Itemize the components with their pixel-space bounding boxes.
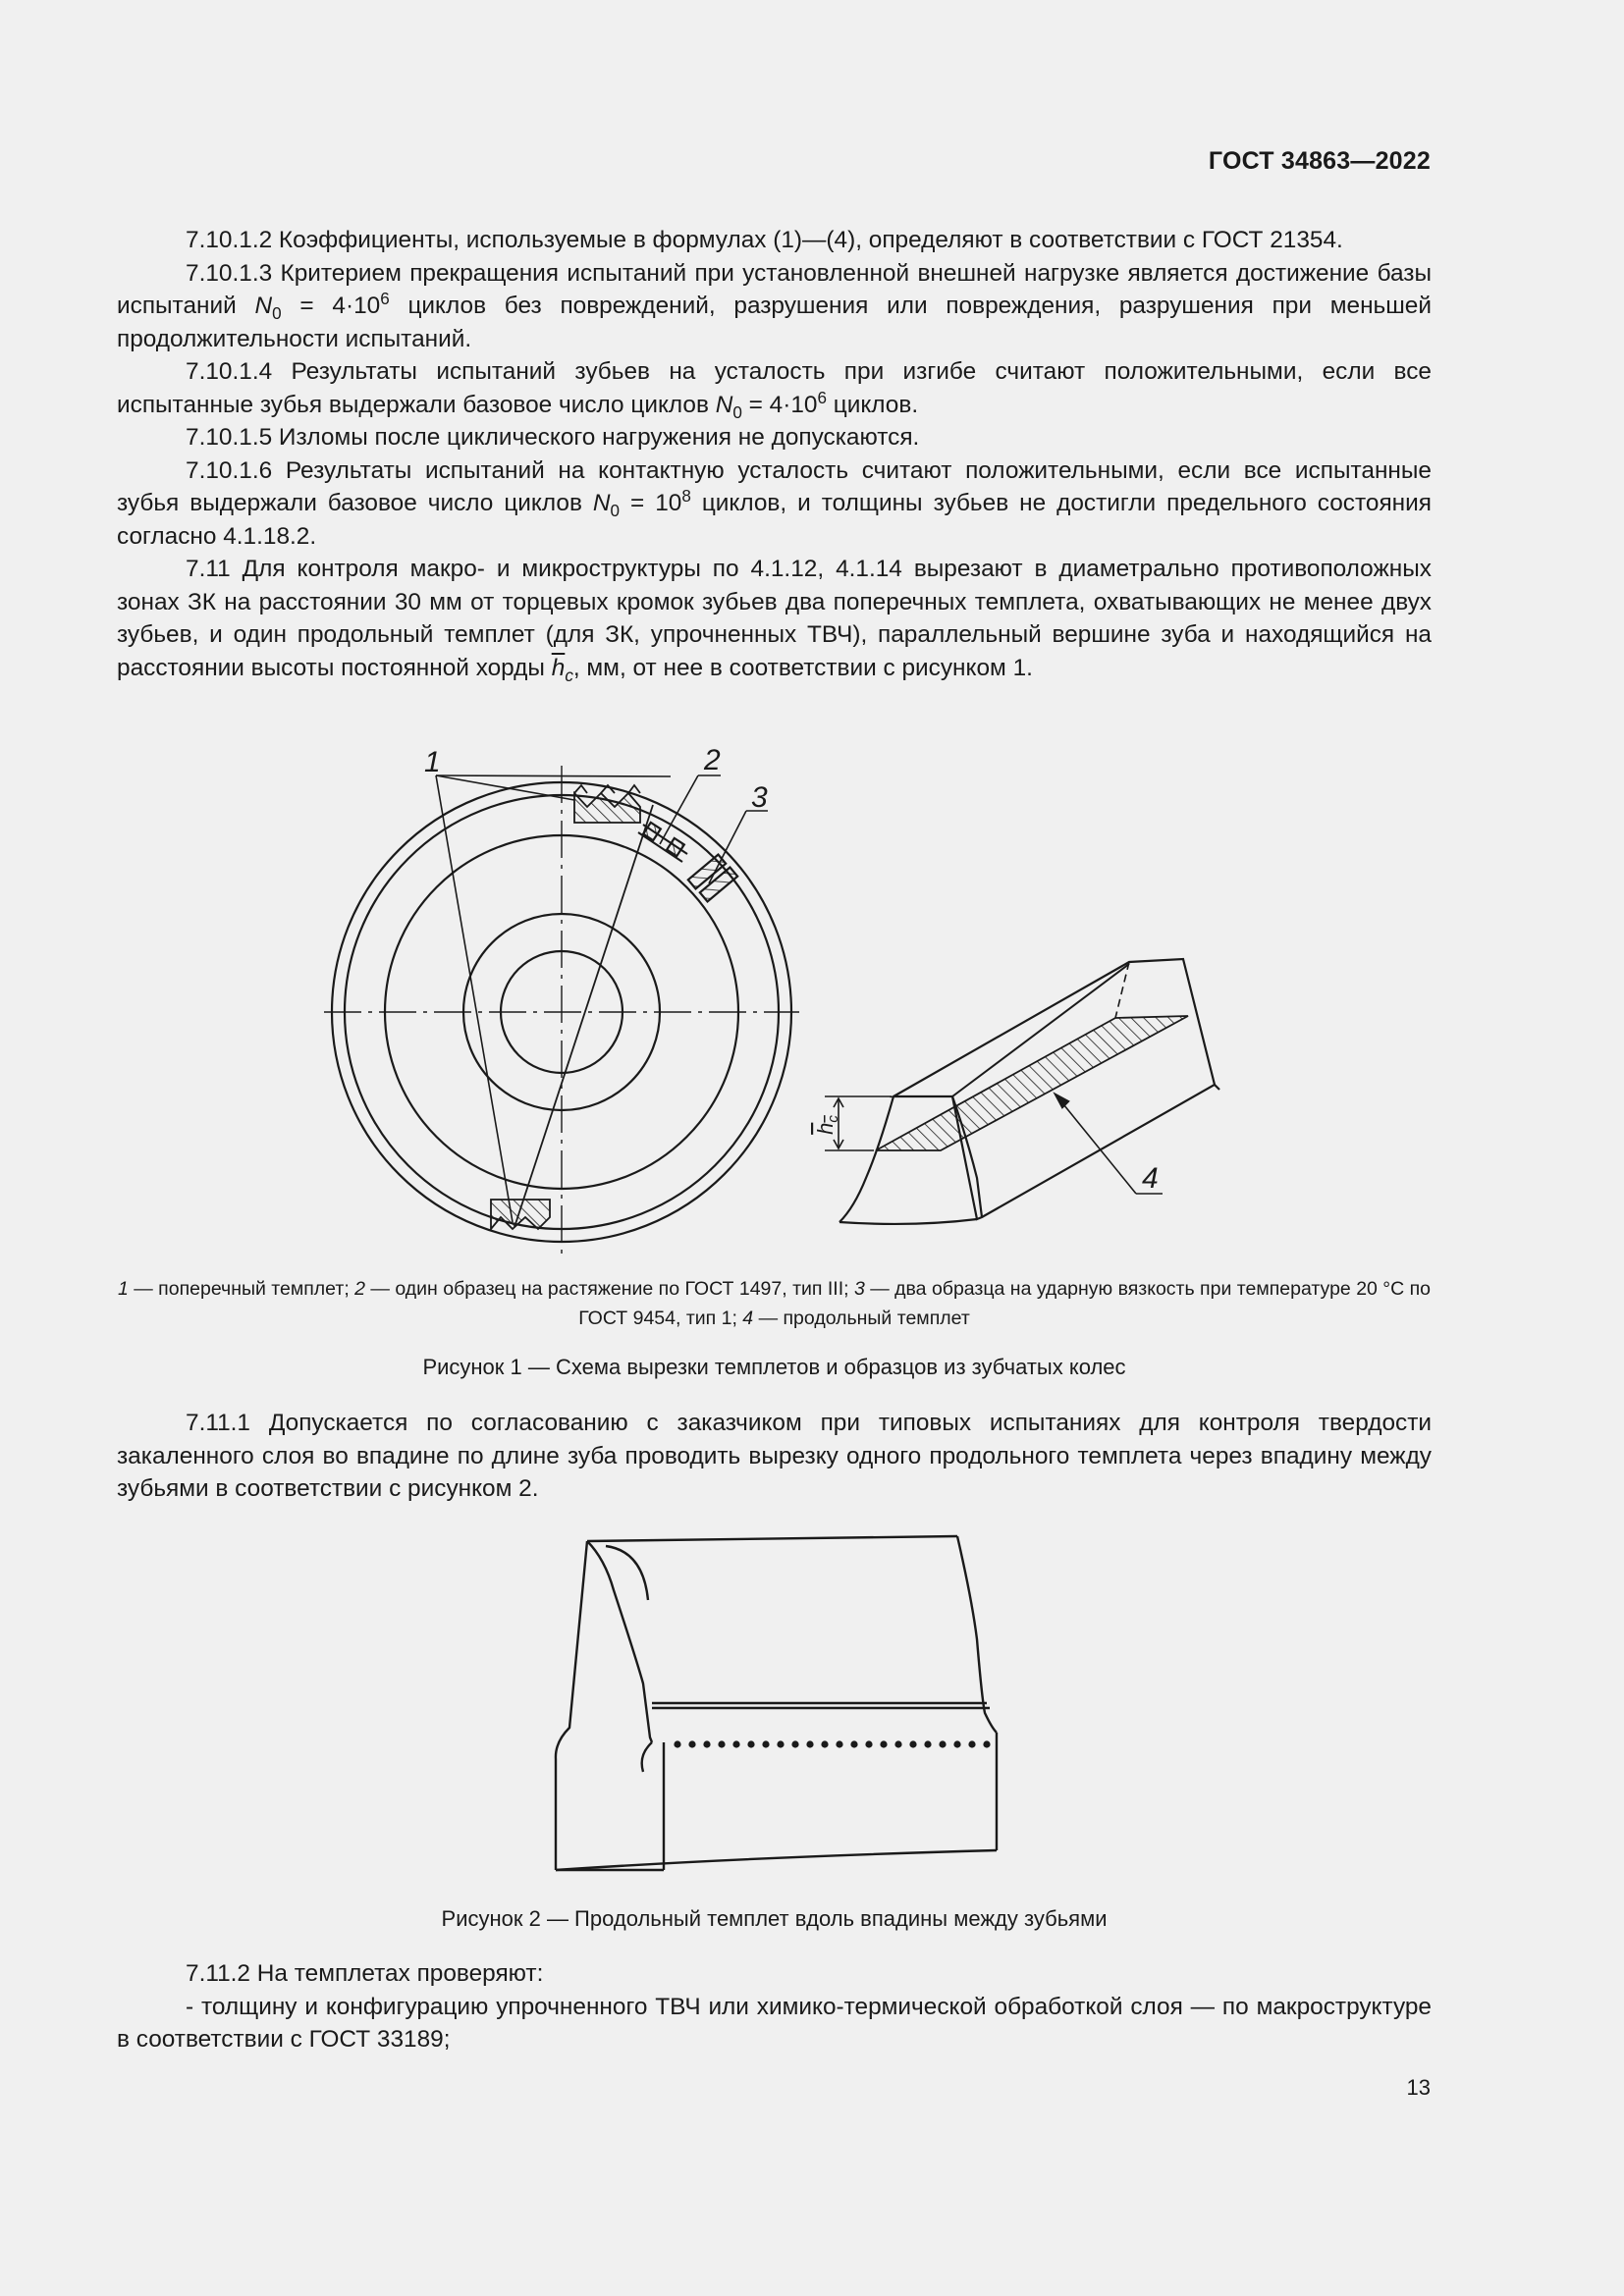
para-7-10-1-2: 7.10.1.2 Коэффициенты, используемые в формулах (1)—(4), определяют в соответствии с ГОСТ 21354. bbox=[186, 227, 1343, 253]
figure-1-labels bbox=[424, 744, 1159, 1195]
label-2: 2 bbox=[704, 744, 721, 776]
para-7-11-2: 7.11.2 На темплетах проверяют: bbox=[186, 1960, 544, 1987]
document-code-header: ГОСТ 34863—2022 bbox=[1208, 147, 1431, 175]
page-number: 13 bbox=[1406, 2075, 1431, 2100]
label-1: 1 bbox=[424, 746, 441, 778]
para-7-10-1-6: 7.10.1.6 Результаты испытаний на контактную усталость считают положительными, если все испытанные зубья выдержали базовое число циклов $N_0 = 10^8$ циклов, и толщины зубьев не достигли предельного состояния согласно 4.1.18.2. bbox=[117, 456, 1432, 550]
label-3: 3 bbox=[751, 781, 768, 814]
label-4: 4 bbox=[1142, 1162, 1159, 1195]
svg-text:hc: $h_c$ bbox=[813, 1115, 841, 1135]
figure-2-caption: Рисунок 2 — Продольный темплет вдоль впадины между зубьями bbox=[441, 1906, 1108, 1931]
dimension-label-hc bbox=[813, 1115, 841, 1135]
figure-1-legend: 1 — поперечный темплет; 2 — один образец на растяжение по ГОСТ 1497, тип III; 3 — два образца на ударную вязкость при температуре 20 °С по ГОСТ 9454, тип 1; 4 — продольный темплет bbox=[117, 1278, 1432, 1329]
para-7-10-1-5: 7.10.1.5 Изломы после циклического нагружения не допускаются. bbox=[186, 424, 920, 451]
para-7-11-1: 7.11.1 Допускается по согласованию с заказчиком при типовых испытаниях для контроля твердости закаленного слоя во впадине по длине зуба проводить вырезку одного продольного темплета через впадину между зубьями в соответствии с рисунком 2. bbox=[117, 1410, 1432, 1502]
text-block-bottom bbox=[117, 1957, 1432, 2056]
para-7-11: 7.11 Для контроля макро- и микроструктуры по 4.1.12, 4.1.14 вырезают в диаметрально противоположных зонах ЗК на расстоянии 30 мм от торцевых кромок зубьев два поперечных темплета, охватывающих не менее двух зубьев, и один продольный темплет (для ЗК, упрочненных ТВЧ), параллельный вершине зуба и находящийся на расстоянии высоты постоянной хорды $\overline{h}_c$, мм, от нее в соответствии с рисунком 1. bbox=[117, 556, 1432, 685]
para-7-10-1-4: 7.10.1.4 Результаты испытаний зубьев на усталость при изгибе считают положительными, если все испытанные зубья выдержали базовое число циклов $N_0 = 4\cdot 10^6$ циклов. bbox=[117, 358, 1432, 422]
figure-1-caption: Рисунок 1 — Схема вырезки темплетов и образцов из зубчатых колес bbox=[422, 1355, 1126, 1379]
gear-wheel-drawing bbox=[324, 766, 799, 1258]
para-7-10-1-3: 7.10.1.3 Критерием прекращения испытаний при установленной внешней нагрузке является достижение базы испытаний $N_0 = 4\cdot 10^6$ циклов без повреждений, разрушения или повреждения, разрушения при меньшей продолжительности испытаний. bbox=[117, 259, 1433, 352]
gear-tooth-drawing bbox=[825, 959, 1219, 1224]
figure-2-drawing bbox=[0, 1512, 1624, 1885]
text-block-middle bbox=[117, 1407, 1432, 1506]
hardness-test-points bbox=[674, 1740, 990, 1747]
para-7-11-2-item: - толщину и конфигурацию упрочненного ТВЧ или химико-термической обработкой слоя — по макроструктуре в соответствии с ГОСТ 33189; bbox=[117, 1993, 1432, 2053]
